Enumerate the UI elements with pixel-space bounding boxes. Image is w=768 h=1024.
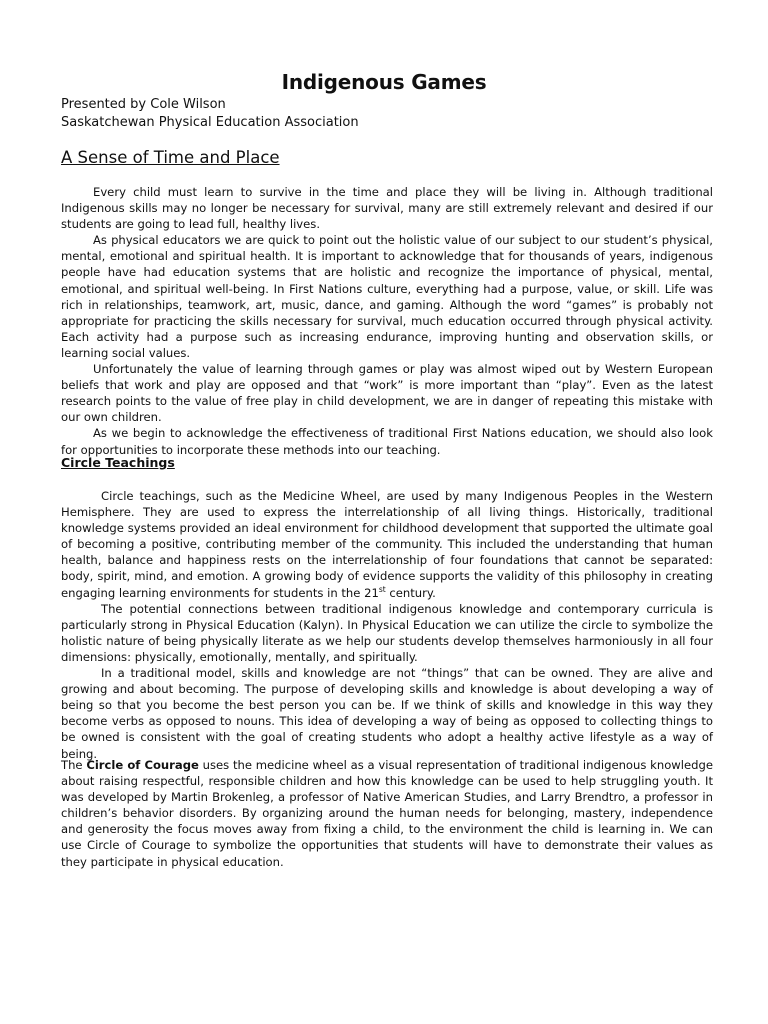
paragraph: As we begin to acknowledge the effectiveness of traditional First Nations education, we should also look for opportunities to incorporate these methods into our teaching. [61, 426, 713, 457]
section-time-place-body [61, 184, 713, 458]
paragraph: As physical educators we are quick to point out the holistic value of our subject to our student’s physical, mental, emotional and spiritual health. It is important to acknowledge that for thousands of years, indigenous people have had education systems that are holistic and recognize the importance of physical, mental, emotional, and spiritual well-being. In First Nations culture, everything had a purpose, value, or skill. Life was rich in relationships, teamwork, art, music, dance, and gaming. Although the word “games” is probably not appropriate for practicing the skills necessary for survival, much education occurred through physical activity. Each activity had a purpose such as increasing endurance, improving hunting and observation skills, or learning social values. [61, 233, 713, 360]
ordinal-suffix: st [378, 584, 386, 594]
paragraph: The potential connections between traditional indigenous knowledge and contemporary curricula is particularly strong in Physical Education (Kalyn). In Physical Education we can utilize the circle to symbolize the holistic nature of being physically literate as we help our students develop themselves harmoniously in all four dimensions: physically, emotionally, mentally, and spiritually. [61, 601, 713, 664]
section-heading: A Sense of Time and Place [61, 148, 280, 167]
organization-line: Saskatchewan Physical Education Association [61, 115, 359, 130]
paragraph-text: uses the medicine wheel as a visual representation of traditional indigenous knowledge about raising respectful, responsible children and how this knowledge can be used to help struggling youth. It was developed by Martin Brokenleg, a professor of Native American Studies, and Larry Brendtro, a professor in children’s behavior disorders. By organizing around the human needs for belonging, mastery, independence and generosity the focus moves away from fixing a child, to the environment the child is learning in. We can use Circle of Courage to symbolize the opportunities that students will have to demonstrate their values as they participate in physical education. [61, 758, 713, 869]
circle-of-courage-term: Circle of Courage [86, 758, 199, 772]
paragraph-lead: The [61, 758, 87, 772]
paragraph-end: century. [385, 585, 436, 600]
paragraph [61, 488, 713, 601]
paragraph-text: Circle teachings, such as the Medicine Wheel, are used by many Indigenous Peoples in the Western Hemisphere. They are used to express the interrelationship of all living things. Historically, traditional knowledge systems provided an ideal environment for childhood development that supported the ultimate goal of becoming a positive, contributing member of the community. This included the understanding that human health, balance and happiness rests on the interrelationship of four foundations that cannot be separated: body, spirit, mind, and emotion. A growing body of evidence supports the validity of this philosophy in creating engaging learning environments for students in the 21 [61, 489, 713, 600]
circle-teachings-body [61, 488, 713, 762]
byline [61, 96, 359, 132]
paragraph: Unfortunately the value of learning through games or play was almost wiped out by Western European beliefs that work and play are opposed and that “work” is more important than “play”. Even as the latest research points to the value of free play in child development, we are in danger of repeating this mistake with our own children. [61, 362, 713, 425]
paragraph: Every child must learn to survive in the time and place they will be living in. Although traditional Indigenous skills may no longer be necessary for survival, many are still extremely relevant and desired if our students are going to lead full, healthy lives. [61, 185, 713, 232]
paragraph [61, 757, 713, 870]
paragraph: In a traditional model, skills and knowledge are not “things” that can be owned. They are alive and growing and about becoming. The purpose of developing skills and knowledge is about developing a way of being so that you become the best person you can be. If we think of skills and knowledge in this way they become verbs as opposed to nouns. This idea of developing a way of being as opposed to collecting things to be owned is consistent with the goal of creating students who adopt a healthy active lifestyle as a way of being. [61, 666, 713, 761]
document-title: Indigenous Games [281, 70, 487, 94]
circle-of-courage-body [61, 757, 713, 870]
circle-teachings-heading: Circle Teachings [61, 455, 175, 470]
presenter-line: Presented by Cole Wilson [61, 97, 226, 112]
